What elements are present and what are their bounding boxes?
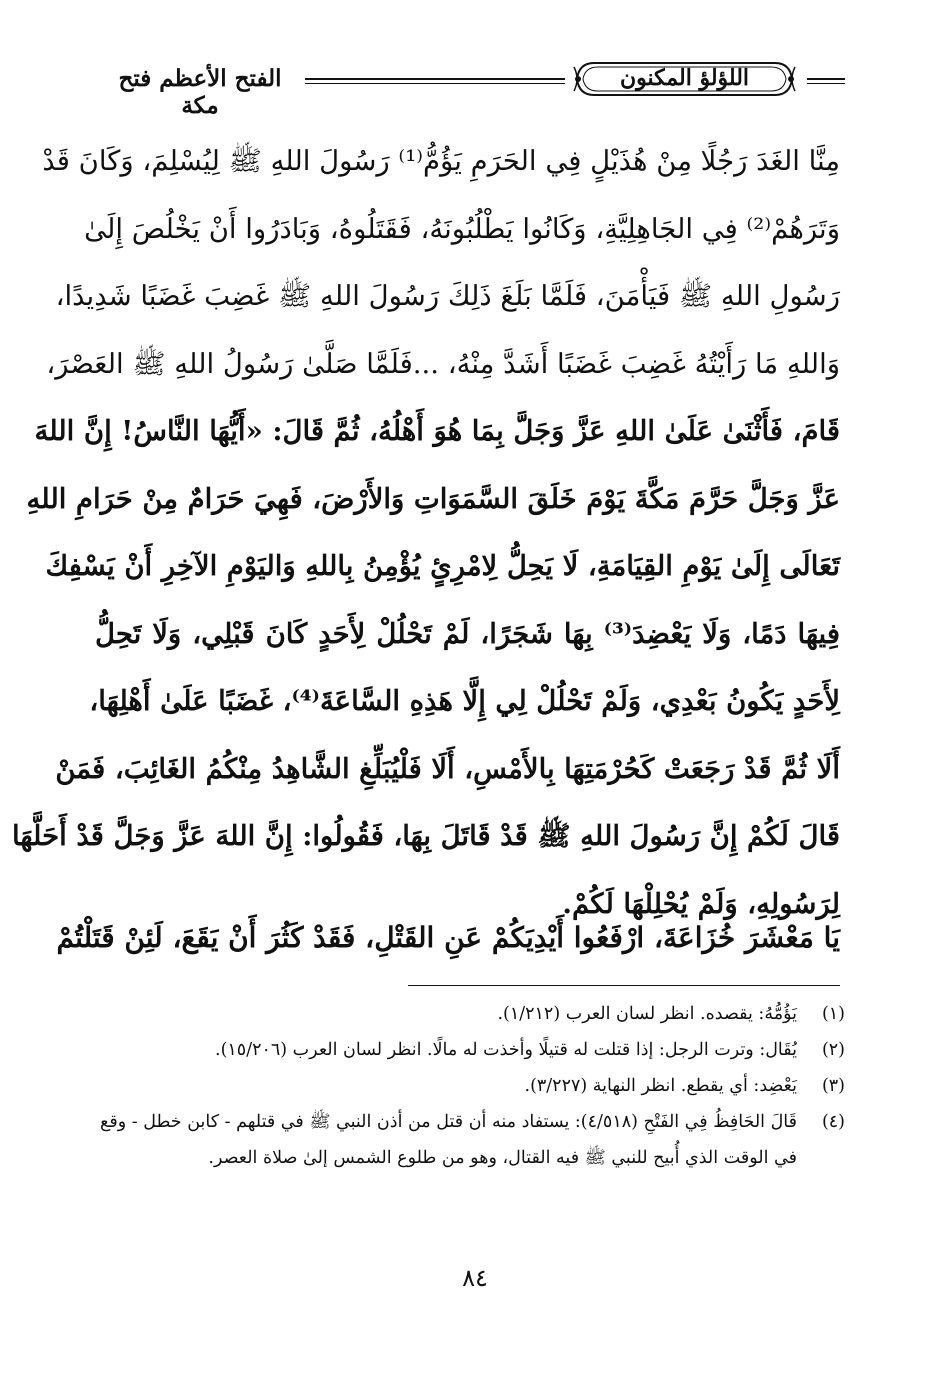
book-title-badge bbox=[572, 57, 797, 101]
footnote-text: يَعْضِد: أي يقطع. انظر النهاية (٣/٢٢٧). bbox=[524, 1076, 797, 1096]
header-rule-left bbox=[305, 78, 565, 84]
text-line: لِأَحَدٍ يَكُونُ بَعْدِي، وَلَمْ تَحْلُلْ لِي إِلَّا هَذِهِ السَّاعَةَ⁽⁴⁾، غَضَبًا عَلَىٰ أَهْلِهَا، bbox=[89, 685, 840, 717]
text-line: وَاللهِ مَا رَأَيْتُهُ غَضِبَ غَضَبًا أَشَدَّ مِنْهُ، ...فَلَمَّا صَلَّىٰ رَسُولُ اللهِ ﷺ العَصْرَ، bbox=[46, 347, 840, 380]
footnote bbox=[100, 996, 845, 1032]
footnotes bbox=[100, 996, 845, 1176]
footnote bbox=[100, 1104, 845, 1176]
footnote-text: يَؤُمُّهُ: يقصده. انظر لسان العرب (١/٢١٢). bbox=[497, 1004, 797, 1024]
page-number: ٨٤ bbox=[462, 1264, 488, 1292]
footnote-number: (٣) bbox=[821, 1076, 845, 1096]
footnote-number: (١) bbox=[821, 1004, 845, 1024]
page-header bbox=[100, 52, 845, 122]
footnote bbox=[100, 1032, 845, 1068]
header-rule-right bbox=[807, 78, 845, 84]
text-line: أَلَا ثُمَّ قَدْ رَجَعَتْ كَحُرْمَتِهَا بِالأَمْسِ، أَلَا فَلْيُبَلِّغِ الشَّاهِدُ مِنْكُمُ الغَائِبَ، فَمَنْ bbox=[55, 752, 840, 785]
text-line: مِنَّا الغَدَ رَجُلًا مِنْ هُذَيْلٍ فِي الحَرَمِ يَؤُمُّ⁽¹⁾ رَسُولَ اللهِ ﷺ لِيُسْلِمَ، وَكَانَ قَدْ bbox=[42, 145, 840, 177]
footnote-text: يُقَال: وترت الرجل: إذا قتلت له قتيلًا وأخذت له مالًا. انظر لسان العرب (١٥/٢٠٦). bbox=[215, 1040, 797, 1060]
text-line: رَسُولِ اللهِ ﷺ فَيَأْمَنَ، فَلَمَّا بَلَغَ ذَلِكَ رَسُولَ اللهِ ﷺ غَضِبَ غَضَبًا شَدِيدًا، bbox=[55, 280, 840, 312]
text-line: قَالَ لَكُمْ إِنَّ رَسُولَ اللهِ ﷺ قَدْ قَاتَلَ بِهَا، فَقُولُوا: إِنَّ اللهَ عَزَّ وَجَلَّ قَدْ أَحَلَّهَا bbox=[12, 820, 840, 852]
footnote-text: قَالَ الحَافِظُ فِي الفَتْحِ (٤/٥١٨): يستفاد منه أن قتل من أذن النبي ﷺ في قتلهم - كابن خطل - وقع في الوقت الذي أُبيح للنبي ﷺ فيه القتال، وهو من طلوع الشمس إلىٰ صلاة العصر. bbox=[100, 1112, 797, 1168]
footnote-number: (٤) bbox=[821, 1112, 845, 1132]
footnote-separator bbox=[408, 985, 840, 986]
text-line: فِيهَا دَمًا، وَلَا يَعْضِدَ⁽³⁾ بِهَا شَجَرًا، لَمْ تَحْلُلْ لِأَحَدٍ كَانَ قَبْلِي، وَلَا تَحِلُّ bbox=[95, 617, 840, 650]
text-line: عَزَّ وَجَلَّ حَرَّمَ مَكَّةَ يَوْمَ خَلَقَ السَّمَوَاتِ وَالأَرْضَ، فَهِيَ حَرَامٌ مِنْ حَرَامِ اللهِ bbox=[26, 482, 840, 515]
footnote-number: (٢) bbox=[821, 1040, 845, 1060]
text-line: وَتَرَهُمْ⁽²⁾ فِي الجَاهِلِيَّةِ، وَكَانُوا يَطْلُبُونَهُ، فَقَتَلُوهُ، وَبَادَرُوا أَنْ يَخْلُصَ إِلَىٰ bbox=[84, 212, 840, 245]
footnote bbox=[100, 1068, 845, 1104]
text-line: تَعَالَى إِلَىٰ يَوْمِ القِيَامَةِ، لَا يَحِلُّ لِامْرِئٍ يُؤْمِنُ بِاللهِ وَاليَوْمِ الآخِرِ أَنْ يَسْفِكَ bbox=[45, 550, 840, 582]
book-title: اللؤلؤ المكنون bbox=[619, 65, 750, 91]
chapter-title: الفتح الأعظم فتح مكة bbox=[118, 65, 282, 119]
text-line: لِرَسُولِهِ، وَلَمْ يُحْلِلْهَا لَكُمْ. bbox=[562, 887, 840, 920]
text-line-continued: يَا مَعْشَرَ خُزَاعَةَ، ارْفَعُوا أَيْدِيَكُمْ عَنِ القَتْلِ، فَقَدْ كَثُرَ أَنْ يَقَعَ، لَئِنْ قَتَلْتُمْ bbox=[56, 921, 840, 954]
text-line: قَامَ، فَأَثْنَىٰ عَلَىٰ اللهِ عَزَّ وَجَلَّ بِمَا هُوَ أَهْلُهُ، ثُمَّ قَالَ: «أَيُّهَا النَّاسُ! إِنَّ اللهَ bbox=[34, 415, 840, 447]
